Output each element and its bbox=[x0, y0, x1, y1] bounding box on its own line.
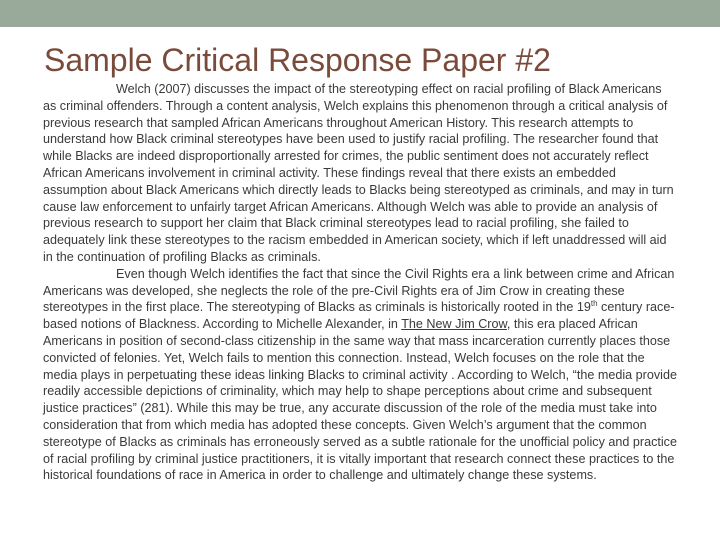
paragraph-2-part-1: Even though Welch identifies the fact that since the Civil Rights era a link between crime and African Americans was developed, she neglects the role of the pre-Civil Rights era of Jim Crow in creating these stereotypes in the first place. The stereotyping of Blacks as criminals is historically rooted in the 19 bbox=[43, 266, 675, 315]
ordinal-suffix: th bbox=[590, 299, 598, 309]
slide-title: Sample Critical Response Paper #2 bbox=[44, 42, 551, 78]
paragraph-2 bbox=[43, 266, 677, 484]
paragraph-2-part-3: , this era placed African Americans in position of second-class citizenship in the same way that mass incarceration currently places those convicted of felonies. Yet, Welch fails to mention this connection. Instead, Welch focuses on the role that the media plays in perpetuating these ideas linking Blacks to criminal activity . According to Welch, “the media provide readily accessible depictions of criminality, which may help to shape perceptions about crime and subsequent justice practices” (281). While this may be true, any accurate discussion of the role of the media must take into consideration that from which media has adopted these concepts. Given Welch’s argument that the common stereotype of Blacks as criminals has erroneously served as a subtle rationale for the unofficial policy and practice of racial profiling by criminal justice practitioners, it is vitally important that research connect these practices to the historical foundations of race in America in order to challenge and ultimately change these systems. bbox=[43, 317, 677, 483]
book-title: The New Jim Crow bbox=[401, 317, 507, 332]
paragraph-1: Welch (2007) discusses the impact of the stereotyping effect on racial profiling of Black Americans as criminal offenders. Through a content analysis, Welch explains this phenomenon through a critical analysis of previous research that sampled African Americans throughout American History. This research attempts to understand how Black criminal stereotypes have been used to justify racial profiling. The researcher found that while Blacks are indeed disproportionally arrested for crimes, the public sentiment does not accurately reflect African Americans involvement in criminal activity. These findings reveal that there exists an embedded assumption about Black Americans which directly leads to Blacks being stereotyped as criminals, and may in turn cause law enforcement to unfairly target African Americans. Although Welch was able to provide an analysis of previous research to support her claim that Black criminal stereotypes lead to racial profiling, she failed to adequately link these stereotypes to the racism embedded in American society, which if left unaddressed will aid in the continuation of profiling Blacks as criminals. bbox=[43, 82, 674, 264]
slide-body bbox=[43, 81, 677, 484]
paragraph-2-part-2: century race-based notions of Blackness. According to Michelle Alexander, in bbox=[43, 300, 675, 332]
top-band bbox=[0, 0, 720, 27]
